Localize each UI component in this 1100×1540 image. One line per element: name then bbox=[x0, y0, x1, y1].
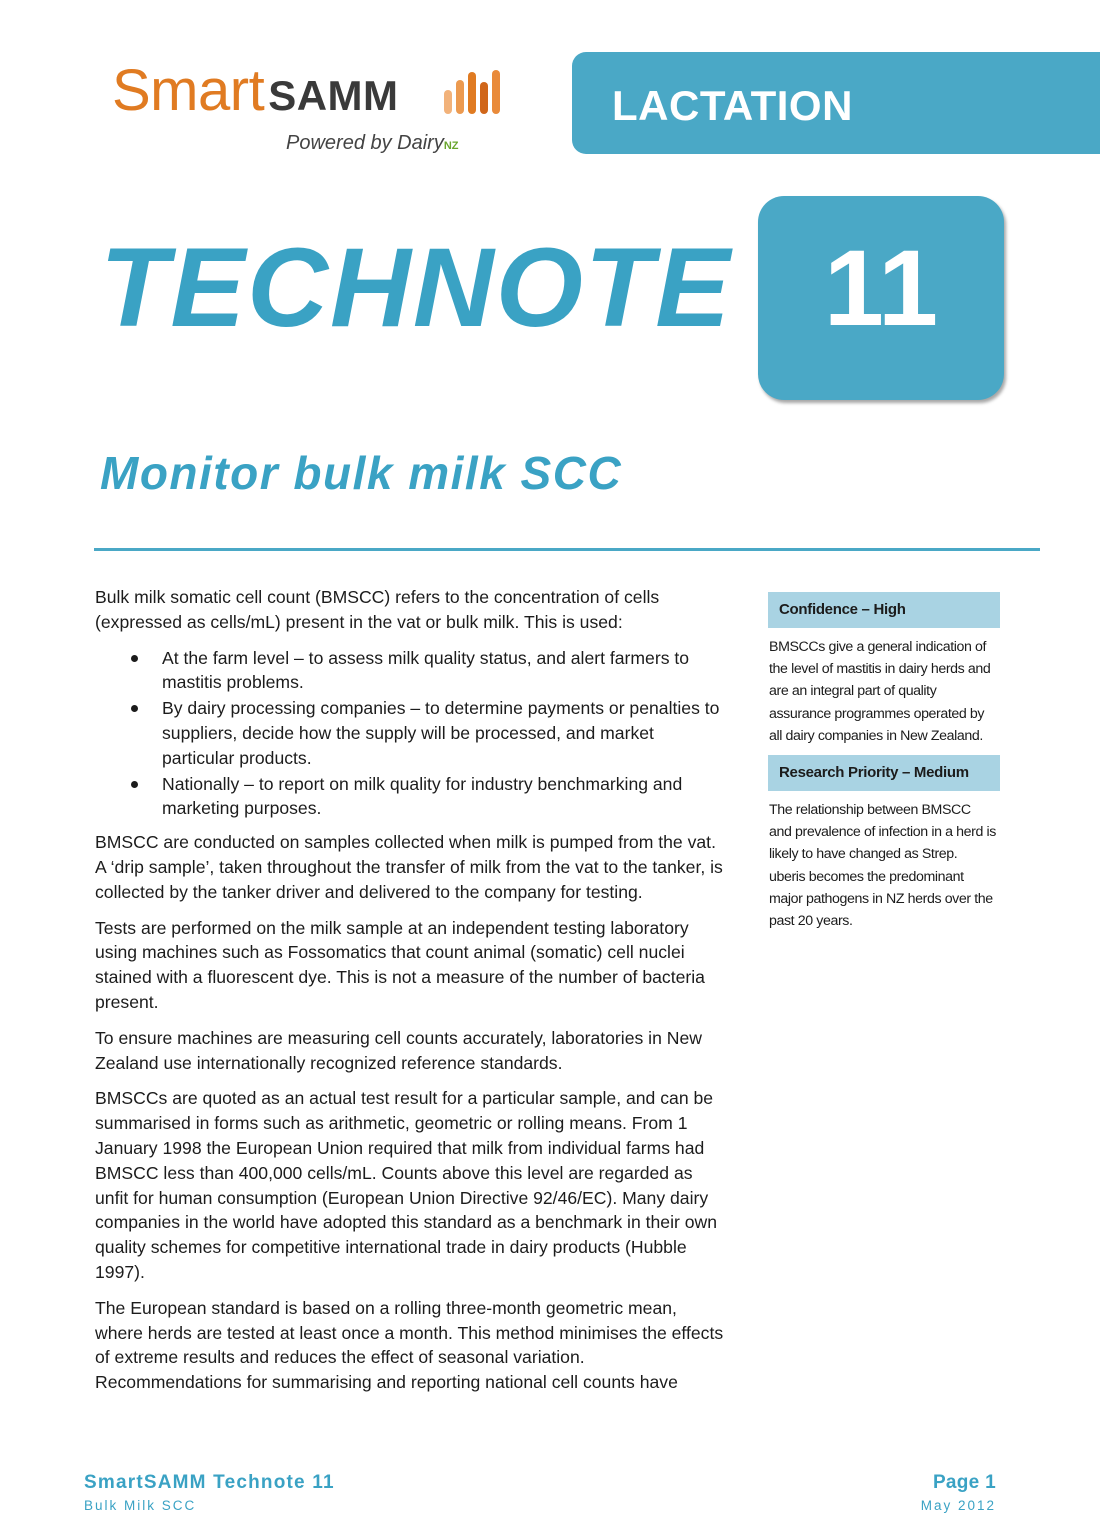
bar-chart-icon bbox=[442, 68, 504, 116]
confidence-text: BMSCCs give a general indication of the level of mastitis in dairy herds and are an integral part of quality assurance programmes operated by all dairy companies in New Zealand. bbox=[769, 639, 991, 744]
logo-bar-5 bbox=[492, 70, 500, 114]
body-paragraph: To ensure machines are measuring cell counts accurately, laboratories in New Zealand use internationally recognized reference standards. bbox=[95, 1027, 702, 1073]
logo-smart-text: Smart bbox=[112, 58, 265, 123]
page-title: TECHNOTE bbox=[100, 225, 732, 350]
body-paragraph: Tests are performed on the milk sample at an independent testing laboratory using machines such as Fossomatics that count animal (somatic) cell nuclei stained with a fluorescent dye. This is not a measure of the number of bacteria present. bbox=[95, 917, 705, 1012]
category-banner bbox=[572, 52, 1100, 154]
logo-powered-by bbox=[286, 132, 459, 155]
logo-bar-2 bbox=[456, 80, 464, 114]
body-paragraph: BMSCCs are quoted as an actual test result for a particular sample, and can be summarised in forms such as arithmetic, geometric or rolling means. From 1 January 1998 the European Union required that milk from individual farms had BMSCC less than 400,000 cells/mL. Counts above this level are regarded as unfit for human consumption (European Union Directive 92/46/EC). Many dairy companies in the world have adopted this standard as a benchmark in their own quality schemes for competitive international trade in dairy products (Hubble 1997). bbox=[95, 1088, 718, 1282]
confidence-heading: Confidence – High bbox=[768, 592, 1000, 628]
body-paragraph: BMSCC are conducted on samples collected when milk is pumped from the vat. A ‘drip sample’, taken throughout the transfer of milk from the vat to the tanker, is collected by the tanker driver and delivered to the company for testing. bbox=[95, 832, 723, 902]
logo-powered-text: Powered by Dairy bbox=[286, 132, 444, 154]
usage-list-item: At the farm level – to assess milk quality status, and alert farmers to mastitis problems. bbox=[162, 646, 727, 696]
footer-doc-subtitle: Bulk Milk SCC bbox=[84, 1498, 197, 1513]
research-priority-text: The relationship between BMSCC and prevalence of infection in a herd is likely to have changed as Strep. uberis becomes the predominant major pathogens in NZ herds over the past 20 years. bbox=[769, 802, 996, 930]
footer-doc-title: SmartSAMM Technote 11 bbox=[84, 1472, 335, 1493]
smartsamm-logo bbox=[112, 58, 512, 162]
body-paragraph: The European standard is based on a rolling three-month geometric mean, where herds are tested at least once a month. This method minimises the effects of extreme results and reduces the effect of seasonal variation. Recommendations for summarising and reporting national cell counts have bbox=[95, 1297, 724, 1393]
page-subtitle: Monitor bulk milk SCC bbox=[100, 447, 623, 499]
main-content bbox=[95, 585, 727, 1406]
logo-wordmark bbox=[112, 58, 399, 123]
footer-date: May 2012 bbox=[920, 1498, 996, 1513]
logo-bar-1 bbox=[444, 90, 452, 114]
research-priority-heading: Research Priority – Medium bbox=[768, 755, 1000, 791]
usage-list-item: Nationally – to report on milk quality for industry benchmarking and marketing purposes. bbox=[162, 772, 727, 822]
sidebar bbox=[768, 592, 1000, 932]
category-label: LACTATION bbox=[612, 82, 853, 129]
logo-samm-text: SAMM bbox=[268, 72, 399, 119]
technote-number-badge bbox=[758, 196, 1004, 400]
footer-page-number: Page 1 bbox=[932, 1472, 996, 1493]
logo-nz-text: NZ bbox=[443, 140, 459, 152]
logo-bar-3 bbox=[468, 72, 476, 114]
intro-paragraph: Bulk milk somatic cell count (BMSCC) refers to the concentration of cells (expressed as cells/mL) present in the vat or bulk milk. This is used: bbox=[95, 587, 660, 632]
technote-number: 11 bbox=[823, 227, 939, 348]
usage-list-item: By dairy processing companies – to determine payments or penalties to suppliers, decide how the supply will be processed, and market particular products. bbox=[162, 696, 727, 770]
usage-list bbox=[95, 646, 727, 822]
header-divider bbox=[94, 548, 1040, 551]
logo-bar-4 bbox=[480, 82, 488, 114]
